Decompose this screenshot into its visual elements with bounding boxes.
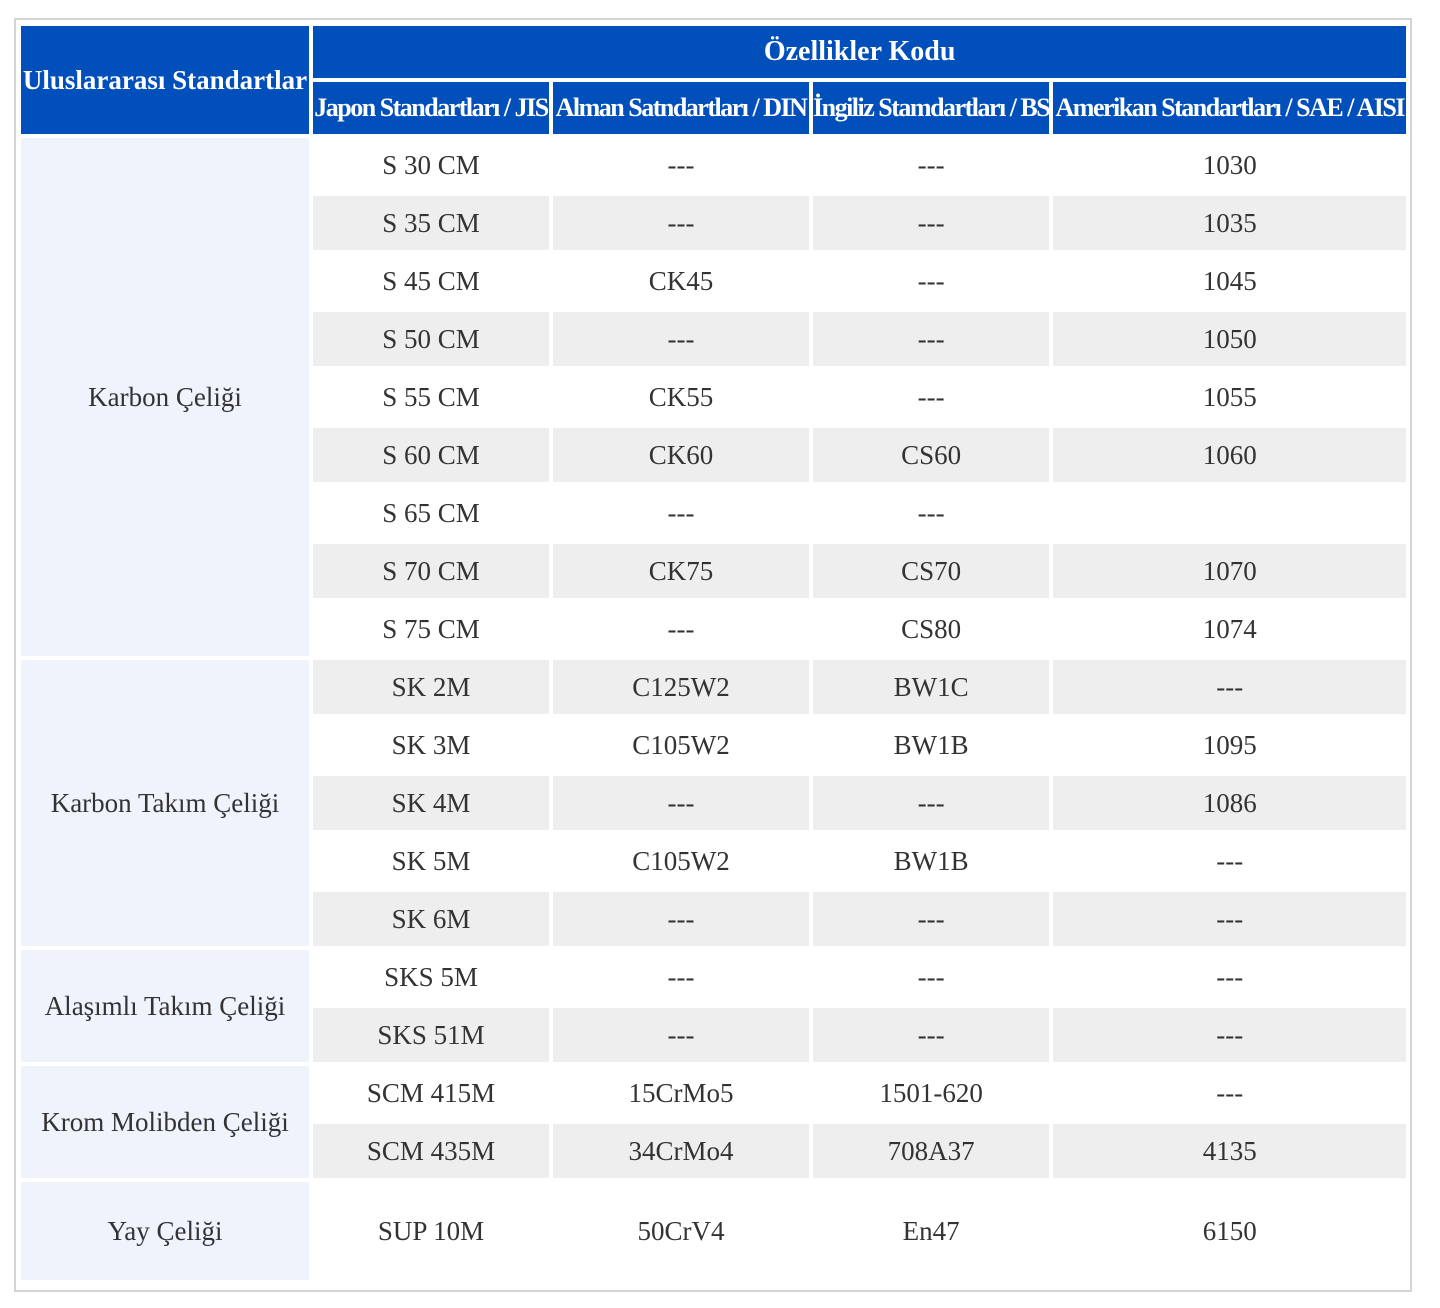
din-cell: 34CrMo4 bbox=[553, 1124, 809, 1178]
sae-cell: 1055 bbox=[1053, 370, 1406, 424]
jis-cell: S 70 CM bbox=[313, 544, 549, 598]
din-cell: --- bbox=[553, 1008, 809, 1062]
jis-cell: SKS 51M bbox=[313, 1008, 549, 1062]
table-row bbox=[21, 1182, 1406, 1280]
sae-cell: 1086 bbox=[1053, 776, 1406, 830]
din-cell: --- bbox=[553, 138, 809, 192]
din-cell: C105W2 bbox=[553, 718, 809, 772]
column-header-sae-aisi: Amerikan Standartları / SAE / AISI bbox=[1053, 82, 1406, 134]
jis-cell: S 35 CM bbox=[313, 196, 549, 250]
column-header-jis: Japon Standartları / JIS bbox=[313, 82, 549, 134]
jis-cell: SK 2M bbox=[313, 660, 549, 714]
jis-cell: S 45 CM bbox=[313, 254, 549, 308]
sae-cell: 1050 bbox=[1053, 312, 1406, 366]
bs-cell: BW1C bbox=[813, 660, 1049, 714]
category-cell: Yay Çeliği bbox=[21, 1182, 309, 1280]
sae-cell: --- bbox=[1053, 892, 1406, 946]
sae-cell: 1074 bbox=[1053, 602, 1406, 656]
din-cell: --- bbox=[553, 950, 809, 1004]
sae-cell: --- bbox=[1053, 1066, 1406, 1120]
jis-cell: S 65 CM bbox=[313, 486, 549, 540]
jis-cell: S 50 CM bbox=[313, 312, 549, 366]
sae-cell: 1060 bbox=[1053, 428, 1406, 482]
jis-cell: SCM 435M bbox=[313, 1124, 549, 1178]
bs-cell: --- bbox=[813, 254, 1049, 308]
sae-cell: --- bbox=[1053, 834, 1406, 888]
jis-cell: S 60 CM bbox=[313, 428, 549, 482]
din-cell: CK60 bbox=[553, 428, 809, 482]
category-cell: Karbon Çeliği bbox=[21, 138, 309, 656]
bs-cell: --- bbox=[813, 138, 1049, 192]
jis-cell: SUP 10M bbox=[313, 1182, 549, 1280]
jis-cell: S 75 CM bbox=[313, 602, 549, 656]
steel-standards-table bbox=[17, 22, 1410, 1284]
din-cell: CK55 bbox=[553, 370, 809, 424]
din-cell: --- bbox=[553, 196, 809, 250]
jis-cell: SK 4M bbox=[313, 776, 549, 830]
bs-cell: --- bbox=[813, 776, 1049, 830]
din-cell: --- bbox=[553, 892, 809, 946]
sae-cell bbox=[1053, 486, 1406, 540]
jis-cell: SK 3M bbox=[313, 718, 549, 772]
jis-cell: S 30 CM bbox=[313, 138, 549, 192]
sae-cell: 1045 bbox=[1053, 254, 1406, 308]
sae-cell: --- bbox=[1053, 950, 1406, 1004]
codes-header: Özellikler Kodu bbox=[313, 26, 1406, 78]
din-cell: 50CrV4 bbox=[553, 1182, 809, 1280]
bs-cell: CS70 bbox=[813, 544, 1049, 598]
bs-cell: En47 bbox=[813, 1182, 1049, 1280]
table-row bbox=[21, 1066, 1406, 1120]
jis-cell: S 55 CM bbox=[313, 370, 549, 424]
bs-cell: --- bbox=[813, 312, 1049, 366]
din-cell: 15CrMo5 bbox=[553, 1066, 809, 1120]
bs-cell: --- bbox=[813, 1008, 1049, 1062]
bs-cell: --- bbox=[813, 486, 1049, 540]
category-cell: Krom Molibden Çeliği bbox=[21, 1066, 309, 1178]
bs-cell: --- bbox=[813, 950, 1049, 1004]
bs-cell: BW1B bbox=[813, 834, 1049, 888]
bs-cell: CS80 bbox=[813, 602, 1049, 656]
bs-cell: 708A37 bbox=[813, 1124, 1049, 1178]
sae-cell: 1095 bbox=[1053, 718, 1406, 772]
sae-cell: 1035 bbox=[1053, 196, 1406, 250]
sae-cell: 1030 bbox=[1053, 138, 1406, 192]
sae-cell: 4135 bbox=[1053, 1124, 1406, 1178]
sae-cell: 1070 bbox=[1053, 544, 1406, 598]
jis-cell: SCM 415M bbox=[313, 1066, 549, 1120]
bs-cell: 1501-620 bbox=[813, 1066, 1049, 1120]
table-row bbox=[21, 660, 1406, 714]
din-cell: CK75 bbox=[553, 544, 809, 598]
sae-cell: 6150 bbox=[1053, 1182, 1406, 1280]
bs-cell: --- bbox=[813, 892, 1049, 946]
column-header-din: Alman Satndartları / DIN bbox=[553, 82, 809, 134]
standards-header: Uluslararası Standartlar bbox=[21, 26, 309, 134]
jis-cell: SKS 5M bbox=[313, 950, 549, 1004]
din-cell: CK45 bbox=[553, 254, 809, 308]
sae-cell: --- bbox=[1053, 660, 1406, 714]
din-cell: --- bbox=[553, 486, 809, 540]
bs-cell: --- bbox=[813, 370, 1049, 424]
column-header-bs: İngiliz Stamdartları / BS bbox=[813, 82, 1049, 134]
din-cell: C125W2 bbox=[553, 660, 809, 714]
jis-cell: SK 6M bbox=[313, 892, 549, 946]
bs-cell: BW1B bbox=[813, 718, 1049, 772]
category-cell: Alaşımlı Takım Çeliği bbox=[21, 950, 309, 1062]
sae-cell: --- bbox=[1053, 1008, 1406, 1062]
din-cell: --- bbox=[553, 602, 809, 656]
bs-cell: --- bbox=[813, 196, 1049, 250]
bs-cell: CS60 bbox=[813, 428, 1049, 482]
din-cell: --- bbox=[553, 776, 809, 830]
table-row bbox=[21, 138, 1406, 192]
jis-cell: SK 5M bbox=[313, 834, 549, 888]
din-cell: --- bbox=[553, 312, 809, 366]
category-cell: Karbon Takım Çeliği bbox=[21, 660, 309, 946]
table-row bbox=[21, 950, 1406, 1004]
din-cell: C105W2 bbox=[553, 834, 809, 888]
